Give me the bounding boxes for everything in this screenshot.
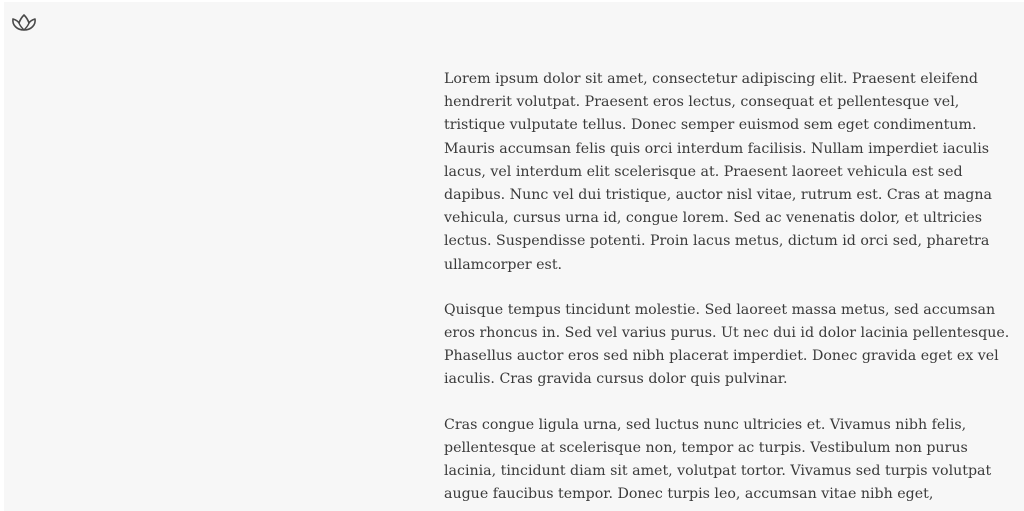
paragraph: Lorem ipsum dolor sit amet, consectetur adipiscing elit. Praesent eleifend hendrerit volutpat. Praesent eros lectus, consequat et pellentesque vel, tristique vulputate tellus. Donec semper euismod sem eget condimentum. Mauris accumsan felis quis orci interdum facilisis. Nullam imperdiet iaculis lacus, vel interdum elit scelerisque at. Praesent laoreet vehicula est sed dapibus. Nunc vel dui tristique, auctor nisl vitae, rutrum est. Cras at magna vehicula, cursus urna id, congue lorem. Sed ac venenatis dolor, et ultricies lectus. Suspendisse potenti. Proin lacus metus, dictum id orci sed, pharetra ullamcorper est. [444, 71, 992, 273]
reader-page [4, 2, 1024, 511]
article-body [444, 68, 1016, 511]
paragraph: Quisque tempus tincidunt molestie. Sed laoreet massa metus, sed accumsan eros rhoncus in. Sed vel varius purus. Ut nec dui id dolor lacinia pellentesque. Phasellus auctor eros sed nibh placerat imperdiet. Donec gravida eget ex vel iaculis. Cras gravida cursus dolor quis pulvinar. [444, 301, 1010, 388]
paragraph: Cras congue ligula urna, sed luctus nunc ultricies et. Vivamus nibh felis, pellentesque at scelerisque non, tempor ac turpis. Vestibulum non purus lacinia, tincidunt diam sit amet, volutpat tortor. Vivamus sed turpis volutpat augue faucibus tempor. Donec turpis leo, accumsan vitae nibh eget, [444, 416, 992, 503]
lotus-icon[interactable] [10, 13, 38, 33]
